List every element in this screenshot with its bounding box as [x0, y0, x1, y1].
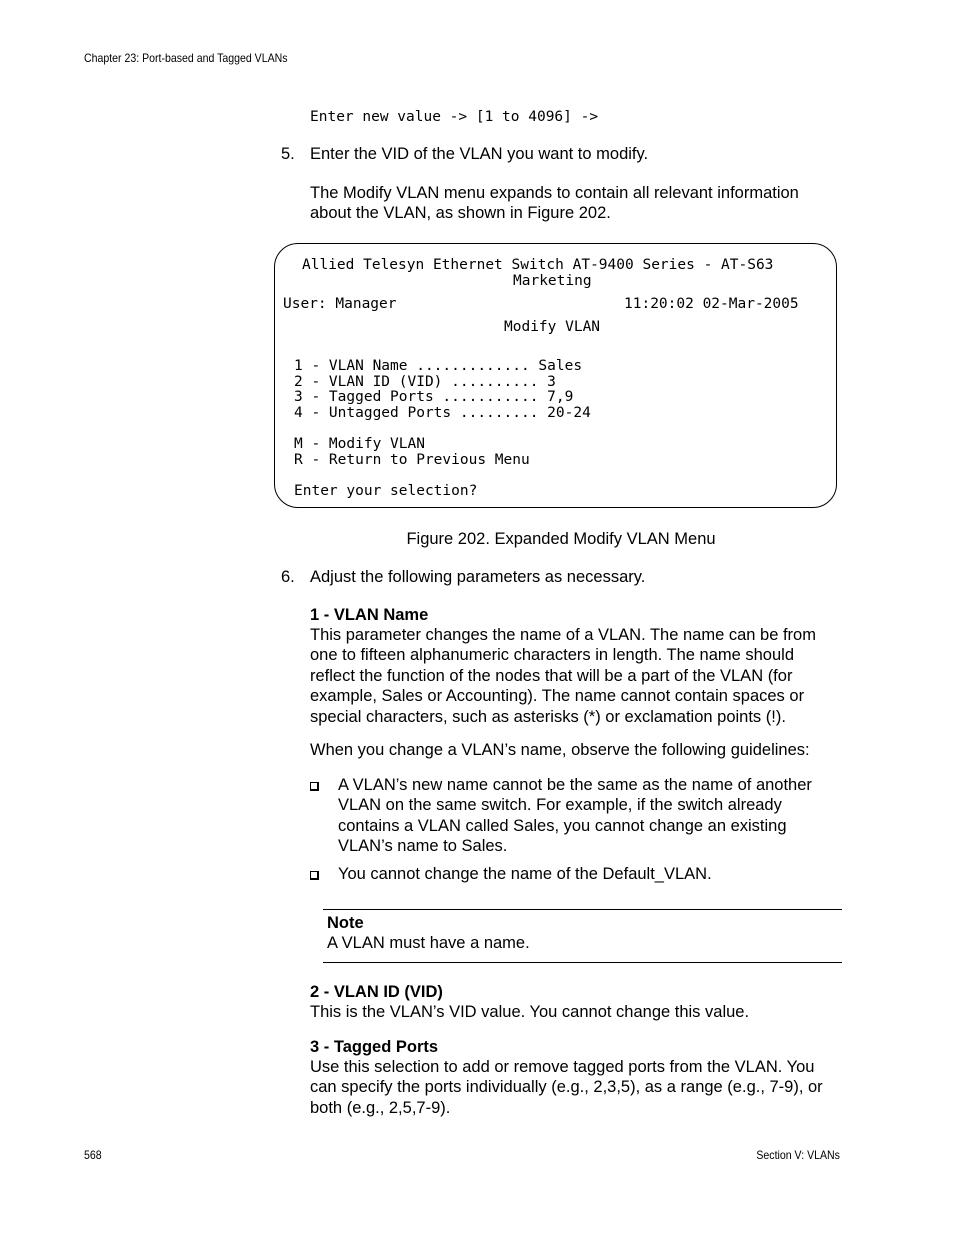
text-line: reflect the function of the nodes that will be a part of the VLAN (for — [310, 666, 793, 685]
menu-item: 1 - VLAN Name ............. Sales — [294, 358, 583, 374]
note-bottom-rule — [323, 962, 842, 963]
menu-action: M - Modify VLAN — [294, 436, 425, 452]
step-number: 6. — [281, 568, 295, 586]
text-line: both (e.g., 2,5,7-9). — [310, 1098, 451, 1117]
checkbox-bullet-icon — [310, 782, 319, 791]
menu-action: R - Return to Previous Menu — [294, 452, 530, 468]
text-line: A VLAN’s new name cannot be the same as the name of another — [338, 776, 812, 794]
checkbox-bullet-icon — [310, 871, 319, 880]
text-line: one to fifteen alphanumeric characters in length. The name should — [310, 646, 794, 665]
menu-item: 2 - VLAN ID (VID) .......... 3 — [294, 374, 556, 390]
text-line: VLAN’s name to Sales. — [338, 837, 508, 856]
step-paragraph — [310, 183, 845, 224]
note-text: A VLAN must have a name. — [327, 934, 530, 952]
section-heading: 3 - Tagged Ports — [310, 1038, 439, 1056]
terminal-prompt: Enter your selection? — [294, 483, 478, 499]
terminal-subtitle: Marketing — [513, 273, 592, 289]
text-line: The Modify VLAN menu expands to contain all relevant information — [310, 184, 799, 202]
section-heading: 2 - VLAN ID (VID) — [310, 983, 443, 1001]
paragraph — [310, 1057, 850, 1118]
figure-caption: Figure 202. Expanded Modify VLAN Menu — [406, 530, 716, 548]
text-line: special characters, such as asterisks (*) or exclamation points (!). — [310, 707, 786, 726]
section-heading: 1 - VLAN Name — [310, 606, 429, 624]
menu-item: 4 - Untagged Ports ......... 20-24 — [294, 405, 591, 421]
terminal-menu-title: Modify VLAN — [504, 319, 601, 335]
step-text: Adjust the following parameters as necessary. — [310, 568, 646, 586]
step-number: 5. — [281, 145, 295, 163]
page-number: 568 — [84, 1148, 102, 1162]
text-line: Use this selection to add or remove tagged ports from the VLAN. You — [310, 1058, 815, 1076]
terminal-screen — [274, 243, 837, 508]
paragraph — [310, 625, 850, 727]
prompt-code-line: Enter new value -> [1 to 4096] -> — [310, 109, 599, 125]
terminal-user: User: Manager — [283, 296, 397, 312]
text-line: can specify the ports individually (e.g., 2,3,5), as a range (e.g., 7-9), or — [310, 1078, 823, 1097]
text-line: VLAN on the same switch. For example, if the switch already — [338, 796, 782, 815]
text-line: about the VLAN, as shown in Figure 202. — [310, 204, 611, 223]
running-header: Chapter 23: Port-based and Tagged VLANs — [84, 51, 288, 65]
bullet-item: You cannot change the name of the Default_VLAN. — [338, 865, 712, 883]
step-text: Enter the VID of the VLAN you want to modify. — [310, 145, 649, 163]
note-label: Note — [327, 914, 364, 932]
terminal-title: Allied Telesyn Ethernet Switch AT-9400 Series - AT-S63 — [302, 257, 774, 273]
menu-item: 3 - Tagged Ports ........... 7,9 — [294, 389, 574, 405]
note-top-rule — [323, 909, 842, 910]
text-line: This parameter changes the name of a VLAN. The name can be from — [310, 626, 816, 644]
paragraph: When you change a VLAN’s name, observe the following guidelines: — [310, 741, 810, 759]
text-line: example, Sales or Accounting). The name cannot contain spaces or — [310, 687, 805, 706]
terminal-datetime: 11:20:02 02-Mar-2005 — [624, 296, 799, 312]
text-line: contains a VLAN called Sales, you cannot change an existing — [338, 816, 787, 835]
section-footer: Section V: VLANs — [756, 1148, 840, 1162]
bullet-item — [338, 775, 848, 857]
paragraph: This is the VLAN’s VID value. You cannot change this value. — [310, 1003, 750, 1021]
